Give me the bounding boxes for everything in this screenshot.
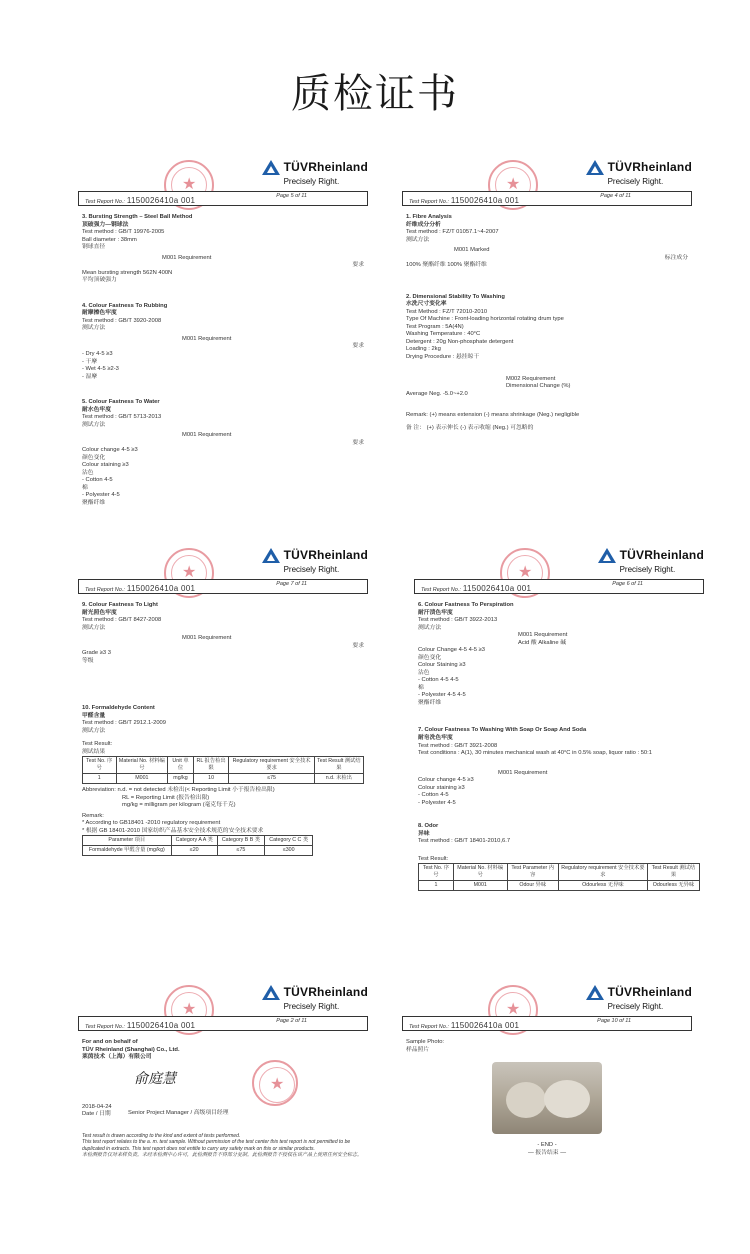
odor-table: Test No. 序号 Material No. 材料编号 Test Parameter 内容 Regulatory requirement 安全技术要求 Test Result 测试结果 1 M001 Odour 异味 Odourless 无异味 Odourless 无异味 — [418, 863, 700, 891]
report-page-2 — [78, 985, 368, 1165]
report-page-7 — [78, 548, 368, 893]
formaldehyde-table: Test No. 序号 Material No. 材料编号 Unit 单位 RL 报告检出限 Regulatory requirement 安全技术要求 Test Result 测试结果 1 M001 mg/kg 10 ≤75 n.d. 未检出 — [82, 756, 364, 784]
report-content: Sample Photo: 样品照片 - END - — 报告结束 — — [406, 1039, 688, 1157]
report-content: 9. Colour Fastness To Light 耐光照色牢度 Test method : GB/T 8427-2008 测试方法 M001 Requirement 要求 Grade ≥3 3 等级 10. Formaldehyde Content 甲醛含量 Test method : GB/T 2912.1-2009 测试方法 Test Result: 测试结果 Test No. 序号 Material No. 材料编号 Unit 单位 RL 报告检出限 Regulatory requirement 安全技术要求 Test Result 测试结果 1 M001 mg/kg 10 ≤75 n.d. 未检出 Abbreviation: n.d. = not detected 未检出(< Reporting Limit 小于报告检出限) RL = Reporting Limit (报告检出限) mg/kg = milligram per kilogram (毫克每千克) Remark: * According to GB18401 -2010 regulatory requirement * 根据 GB 18401-2010 国家纺织产品基本安全技术规范的安全技术要求 Parameter 项目 Category A A 类 Category B B 类 Category C C 类 Formaldehyde 甲醛含量 (mg/kg) ≤20 ≤75 ≤300 — [82, 602, 364, 856]
tuv-logo: TÜVRheinland Precisely Right. — [598, 548, 704, 575]
tuv-logo: TÜVRheinland Precisely Right. — [586, 985, 692, 1012]
report-number-bar: Test Report No.: 1150026410a 001 Page 4 of 11 — [402, 191, 692, 206]
tuv-logo: TÜVRheinland Precisely Right. — [586, 160, 692, 187]
tuv-logo: TÜVRheinland Precisely Right. — [262, 548, 368, 575]
report-page-5 — [78, 160, 368, 520]
tuv-logo: TÜVRheinland Precisely Right. — [262, 985, 368, 1012]
report-number-bar: Test Report No.: 1150026410a 001 Page 5 of 11 — [78, 191, 368, 206]
report-number-bar: Test Report No.: 1150026410a 001 Page 2 of 11 — [78, 1016, 368, 1031]
report-content: 3. Bursting Strength – Steel Ball Method 顶破强力—钢球法 Test method : GB/T 19976-2005 Ball diameter : 38mm 钢球直径 M001 Requirement 要求 Mean bursting strength 562N 400N 平均顶破强力 4. Colour Fastness To Rubbing 耐摩擦色牢度 Test method : GB/T 3920-2008 测试方法 M001 Requirement 要求 - Dry 4-5 ≥3 - 干摩 - Wet 4-5 ≥2-3 - 湿摩 5. Colour Fastness To Water 耐水色牢度 Test method : GB/T 5713-2013 测试方法 M001 Requirement 要求 Colour change 4-5 ≥3 颜色变化 Colour staining ≥3 沾色 - Cotton 4-5 棉 - Polyester 4-5 聚酯纤维 — [82, 214, 364, 506]
tuv-triangle-icon — [262, 160, 280, 175]
signature: 俞庭慧 — [134, 1070, 176, 1087]
sample-photo — [492, 1062, 602, 1134]
report-page-6 — [414, 548, 704, 943]
tuv-logo: TÜVRheinland Precisely Right. — [262, 160, 368, 187]
report-number-bar: Test Report No.: 1150026410a 001 Page 10 of 11 — [402, 1016, 692, 1031]
tuv-triangle-icon — [598, 548, 616, 563]
tuv-triangle-icon — [262, 985, 280, 1000]
report-content: 1. Fibre Analysis 纤维成分分析 Test method : FZ/T 01057.1~4-2007 测试方法 M001 Marked 标注成分 100% 聚酯纤维 100% 聚酯纤维 2. Dimensional Stability To Washing 水洗尺寸变化率 Test Method : FZ/T 72010-2010 Type Of Machine : Front-loading horizontal rotating drum type Test Program : 5A(4N) Washing Temperature : 40°C Detergent : 20g Non-phosphate detergent Loading : 2kg Drying Procedure : 悬挂晾干 M002 Requirement Dimensional Change (%) Average Neg. -5.0~+2.0 Remark: (+) means extension (-) means shrinkage (Neg.) negligible 备 注： (+) 表示伸长 (-) 表示收缩 (Neg.) 可忽略的 — [406, 214, 688, 431]
report-content: 6. Colour Fastness To Perspiration 耐汗渍色牢度 Test method : GB/T 3922-2013 测试方法 M001 Requirement Acid 酸 Alkaline 碱 Colour Change 4-5 4-5 ≥3 颜色变化 Colour Staining ≥3 沾色 - Cotton 4-5 4-5 棉 - Polyester 4-5 4-5 聚酯纤维 7. Colour Fastness To Washing With Soap Or Soap And Soda 耐皂洗色牢度 Test method : GB/T 3921-2008 Test conditions : A(1), 30 minutes mechanical wash at 40°C in 0.5% soap, liquor ratio : 50:1 M001 Requirement Colour change 4-5 ≥3 Colour staining ≥3 - Cotton 4-5 - Polyester 4-5 8. Odor 异味 Test method : GB/T 18401-2010,6.7 Test Result: Test No. 序号 Material No. 材料编号 Test Parameter 内容 Regulatory requirement 安全技术要求 Test Result 测试结果 1 M001 Odour 异味 Odourless 无异味 Odourless 无异味 — [418, 602, 700, 891]
category-table: Parameter 项目 Category A A 类 Category B B 类 Category C C 类 Formaldehyde 甲醛含量 (mg/kg) ≤20 ≤75 ≤300 — [82, 835, 313, 856]
report-page-10 — [402, 985, 692, 1165]
page-title: 质检证书 — [291, 71, 459, 117]
red-seal-stamp — [252, 1060, 298, 1106]
tuv-triangle-icon — [586, 985, 604, 1000]
report-number-bar: Test Report No.: 1150026410a 001 Page 7 of 11 — [78, 579, 368, 594]
report-number-bar: Test Report No.: 1150026410a 001 Page 6 of 11 — [414, 579, 704, 594]
report-content: For and on behalf of TÜV Rheinland (Shanghai) Co., Ltd. 莱茵技术（上海）有限公司 俞庭慧 ★ 2018-04-24 Date / 日期 Senior Project Manager / 高级项目经理 Test result is drawn according to the kind and extent of tests performed. This test report relates to the a. m. test sample. Without permission of the test center this test report is not permitted to be duplicated in extracts. This test report does not entitle to carry any safety mark on this or similar products. 本检测报告仅对来样负责。未经本检测中心许可，此检测报告不得部分复制。此检测报告不授权在该产品上使用任何安全标志。 — [82, 1039, 364, 1159]
tuv-triangle-icon — [586, 160, 604, 175]
report-page-4 — [402, 160, 692, 520]
tuv-triangle-icon — [262, 548, 280, 563]
